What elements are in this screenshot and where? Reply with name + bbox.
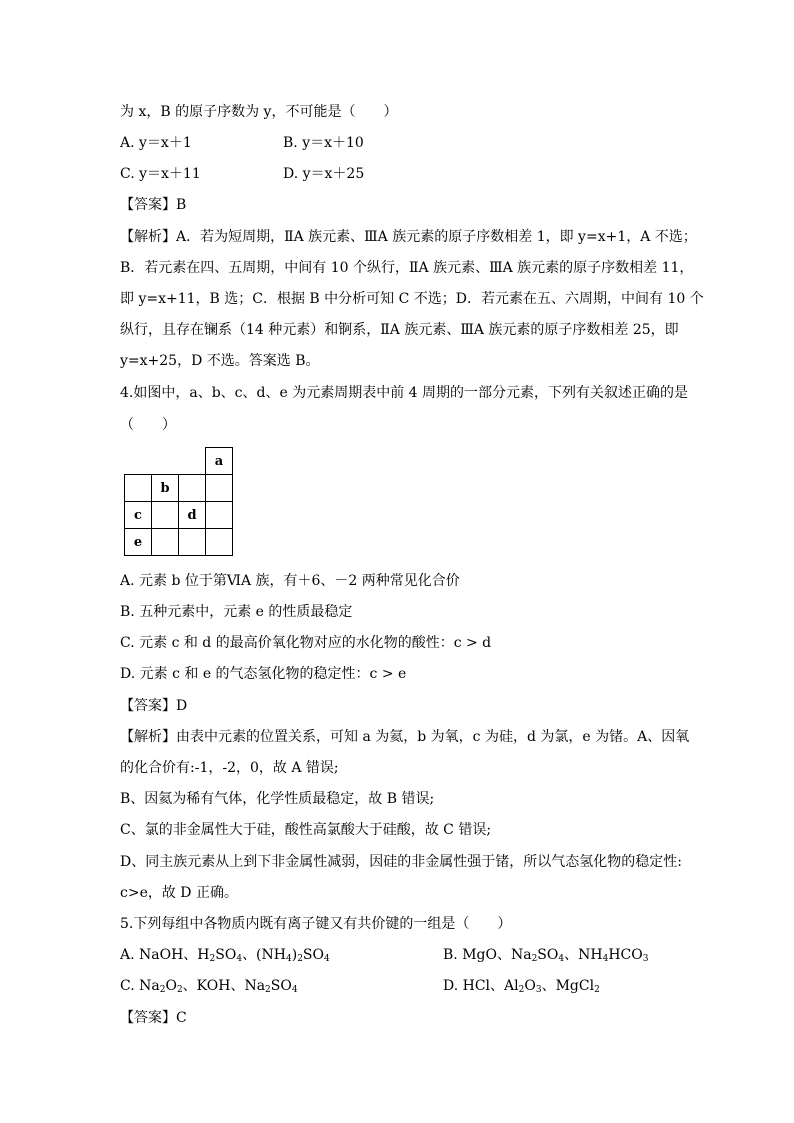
q3-analysis-line: y=x+25，D 不选。答案选 B。 xyxy=(120,353,320,369)
element-a-cell: a xyxy=(206,448,233,475)
q5-stem: 5.下列每组中各物质内既有离子键又有共价键的一组是（ ） xyxy=(120,916,512,932)
q4-analysis-line: c>e，故 D 正确。 xyxy=(120,885,238,901)
periodic-table-fragment xyxy=(124,447,233,556)
q4-analysis-line: 【解析】由表中元素的位置关系，可知 a 为氦，b 为氧，c 为硅，d 为氯，e 为锗。A、因氧 xyxy=(120,729,690,745)
q5-option-d: D. HCl、$Al_2O_3$、MgCl$_2$ xyxy=(443,978,600,995)
q4-stem-bracket: （ ） xyxy=(120,417,176,433)
q4-option-c: C. 元素 c 和 d 的最高价氧化物对应的水化物的酸性：c > d xyxy=(120,635,492,651)
q3-answer: 【答案】B xyxy=(120,197,187,213)
q5-option-a: A. NaOH、$H_2SO_4$、$(NH_4)_2SO_4$ xyxy=(120,947,330,964)
q5-option-b: B. MgO、$Na_2SO_4$、$NH_4HCO_3$ xyxy=(443,947,649,964)
q5-option-c: C. $Na_2O_2$、KOH、$Na_2SO_4$ xyxy=(120,978,298,995)
q3-option-a: A. y＝x＋1 xyxy=(120,135,192,151)
q4-option-a: A. 元素 b 位于第ⅥA 族，有＋6、－2 两种常见化合价 xyxy=(120,573,460,589)
q3-stem: 为 x，B 的原子序数为 y，不可能是（ ） xyxy=(120,104,398,120)
q3-analysis-line: 即 y=x+11，B 选；C．根据 B 中分析可知 C 不选；D．若元素在五、六周期，中间有 10 个 xyxy=(120,291,704,307)
q3-option-b: B. y＝x＋10 xyxy=(283,135,364,151)
q4-analysis-line: B、因氦为稀有气体，化学性质最稳定，故 B 错误; xyxy=(120,791,435,807)
q3-analysis-line: 【解析】A．若为短周期，ⅡA 族元素、ⅢA 族元素的原子序数相差 1，即 y=x+1，A 不选； xyxy=(120,229,697,245)
element-d-cell: d xyxy=(179,502,206,529)
q5-answer: 【答案】C xyxy=(120,1010,187,1026)
q3-analysis-line: 纵行，且存在镧系（14 种元素）和锕系，ⅡA 族元素、ⅢA 族元素的原子序数相差 25，即 xyxy=(120,322,679,338)
q4-option-d: D. 元素 c 和 e 的气态氢化物的稳定性：c > e xyxy=(120,666,407,682)
q4-analysis-line: 的化合价有:-1，-2，0，故 A 错误; xyxy=(120,760,339,776)
q3-analysis-line: B．若元素在四、五周期，中间有 10 个纵行，ⅡA 族元素、ⅢA 族元素的原子序数相差 11， xyxy=(120,260,694,276)
q4-analysis-line: D、同主族元素从上到下非金属性减弱，因硅的非金属性强于锗，所以气态氢化物的稳定性: xyxy=(120,854,682,870)
q3-option-d: D. y＝x＋25 xyxy=(283,166,365,182)
q4-option-b: B. 五种元素中，元素 e 的性质最稳定 xyxy=(120,604,353,620)
element-c-cell: c xyxy=(125,502,152,529)
q4-answer: 【答案】D xyxy=(120,698,188,714)
element-e-cell: e xyxy=(125,529,152,556)
q3-option-c: C. y＝x＋11 xyxy=(120,166,201,182)
element-b-cell: b xyxy=(152,475,179,502)
q4-analysis-line: C、氯的非金属性大于硅，酸性高氯酸大于硅酸，故 C 错误; xyxy=(120,822,492,838)
q4-stem: 4.如图中，a、b、c、d、e 为元素周期表中前 4 周期的一部分元素，下列有关叙述正确的是 xyxy=(120,385,689,401)
